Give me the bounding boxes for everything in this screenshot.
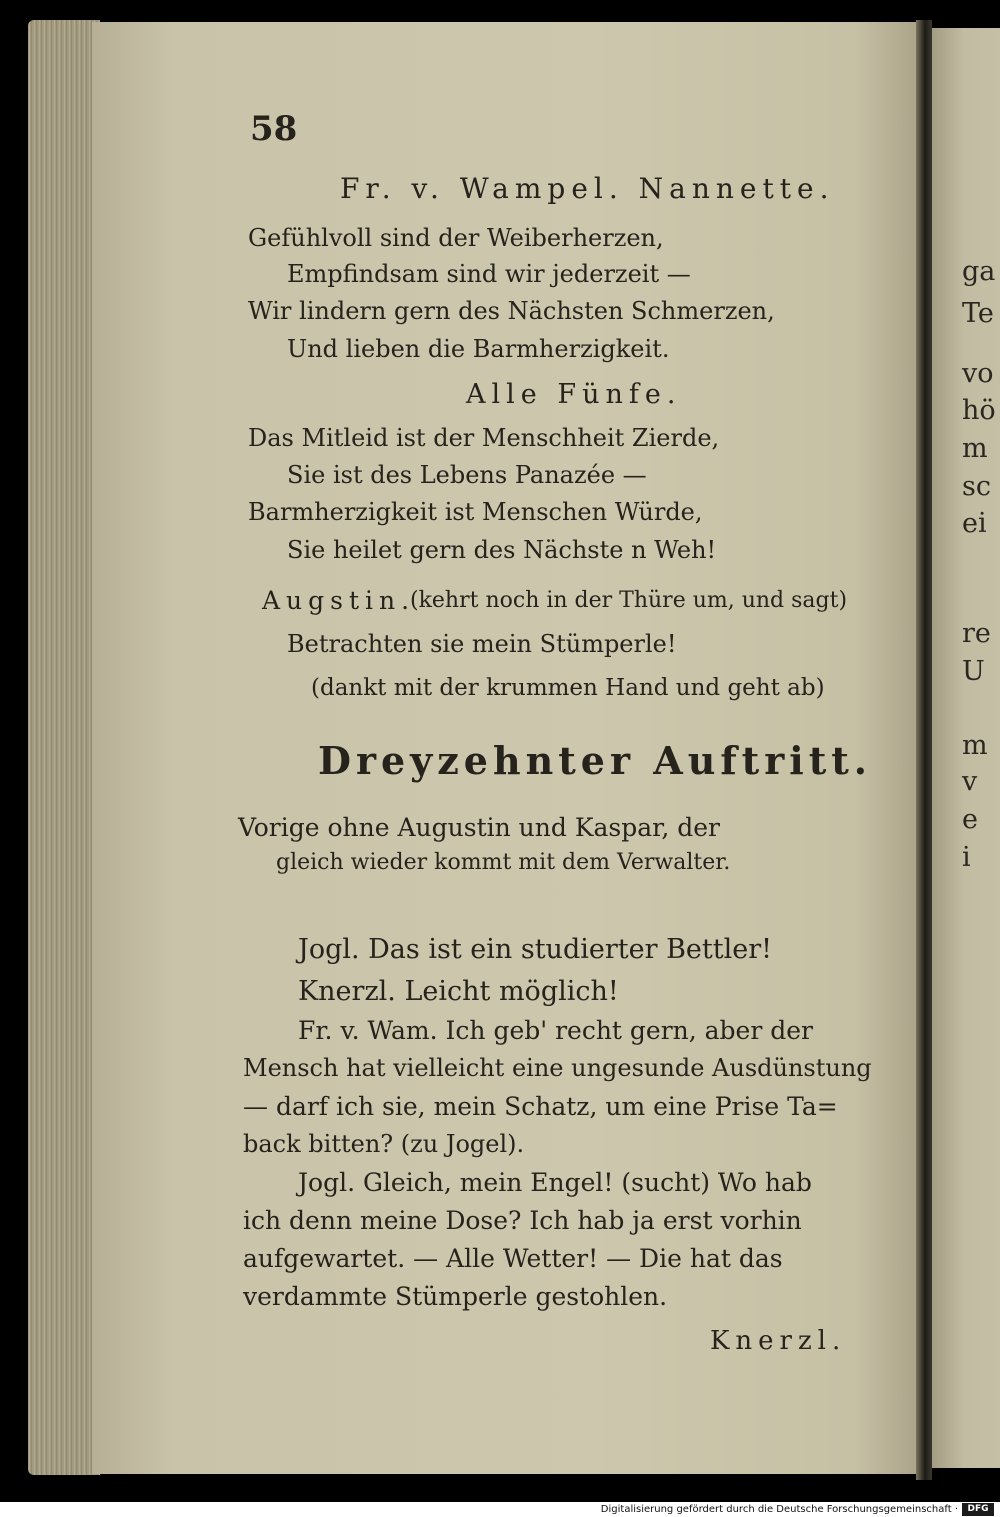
facing-page-fragment: v — [962, 766, 978, 797]
dialogue-line: Jogl. Das ist ein studierter Bettler! — [298, 934, 772, 965]
facing-page-fragment: sc — [962, 471, 991, 502]
facing-page-fragment: i — [962, 842, 971, 873]
verse-line: Gefühlvoll sind der Weiberherzen, — [248, 224, 664, 252]
facing-page-fragment: e — [962, 804, 978, 835]
verse-line: Und lieben die Barmherzigkeit. — [287, 335, 670, 363]
stage-direction: (dankt mit der krummen Hand und geht ab) — [311, 675, 825, 701]
facing-page-fragment: m — [962, 730, 988, 761]
stanza1-speakers: Fr. v. Wampel. Nannette. — [340, 172, 835, 205]
footer-credit: Digitalisierung gefördert durch die Deutsche Forschungsgemeinschaft · — [600, 1504, 958, 1515]
dialogue-line: Jogl. Gleich, mein Engel! (sucht) Wo hab — [298, 1168, 812, 1197]
verse-line: Barmherzigkeit ist Menschen Würde, — [248, 498, 703, 526]
page-number: 58 — [250, 109, 298, 149]
stanza2-speakers: Alle Fünfe. — [466, 379, 682, 410]
verse-line: Wir lindern gern des Nächsten Schmerzen, — [248, 297, 775, 325]
verse-line: Sie ist des Lebens Panazée — — [287, 461, 647, 489]
verse-line: Sie heilet gern des Nächste n Weh! — [287, 536, 717, 564]
dialogue-line: back bitten? (zu Jogel). — [243, 1130, 525, 1158]
dfg-logo: DFG — [962, 1503, 994, 1516]
page-edges — [28, 20, 100, 1475]
cast-list: gleich wieder kommt mit dem Verwalter. — [276, 850, 731, 875]
verse-line: Das Mitleid ist der Menschheit Zierde, — [248, 424, 720, 452]
dialogue-line: Knerzl. Leicht möglich! — [298, 976, 619, 1007]
dialogue-line: verdammte Stümperle gestohlen. — [243, 1282, 668, 1311]
facing-page-fragment: vo — [962, 358, 994, 389]
facing-page-fragment: U — [962, 656, 985, 687]
facing-page-fragment: hö — [962, 395, 996, 426]
facing-page — [932, 28, 1000, 1468]
scene-heading: Dreyzehnter Auftritt. — [318, 738, 873, 783]
dialogue-line: aufgewartet. — Alle Wetter! — Die hat das — [243, 1244, 783, 1273]
stage-direction: (kehrt noch in der Thüre um, und sagt) — [410, 588, 848, 613]
catchword: Knerzl. — [710, 1326, 847, 1356]
dialogue-line: Mensch hat vielleicht eine ungesunde Ausdünstung — [243, 1054, 872, 1082]
cast-list: Vorige ohne Augustin und Kaspar, der — [238, 813, 720, 842]
spoken-line: Betrachten sie mein Stümperle! — [287, 630, 677, 658]
facing-page-fragment: ei — [962, 508, 987, 539]
book-gutter — [916, 20, 932, 1480]
dialogue-line: Fr. v. Wam. Ich geb' recht gern, aber der — [298, 1016, 814, 1045]
facing-page-fragment: Te — [962, 298, 994, 329]
facing-page-fragment: ga — [962, 256, 996, 287]
dialogue-line: — darf ich sie, mein Schatz, um eine Prise Ta= — [243, 1092, 838, 1121]
facing-page-fragment: re — [962, 618, 991, 649]
augustin-speaker: Augstin. — [262, 586, 416, 615]
dialogue-line: ich denn meine Dose? Ich hab ja erst vorhin — [243, 1206, 802, 1235]
verse-line: Empfindsam sind wir jederzeit — — [287, 260, 691, 288]
facing-page-fragment: m — [962, 433, 988, 464]
